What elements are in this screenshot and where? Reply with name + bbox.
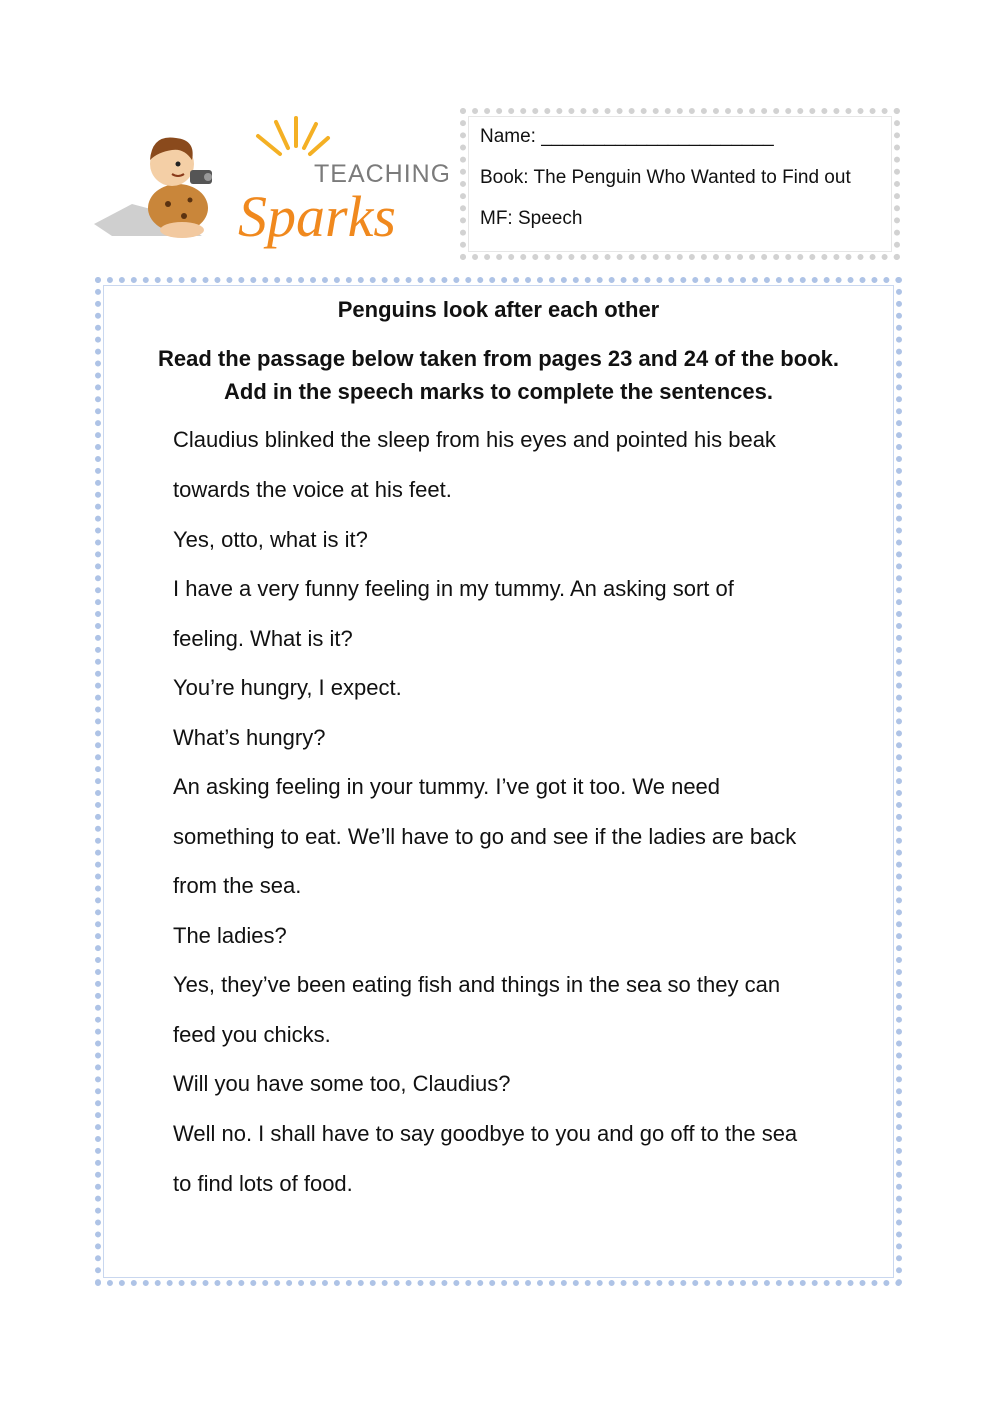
caveman-with-camera-icon <box>92 112 448 252</box>
passage-line: something to eat. We’ll have to go and see if the ladies are back <box>173 824 797 849</box>
passage-line: Claudius blinked the sleep from his eyes and pointed his beak <box>173 427 776 452</box>
passage-line: What’s hungry? <box>173 725 326 750</box>
passage-line: Will you have some too, Claudius? <box>173 1071 511 1096</box>
passage-line: from the sea. <box>173 873 302 898</box>
passage-line: feed you chicks. <box>173 1022 331 1047</box>
passage-line: to find lots of food. <box>173 1171 353 1196</box>
mf-label: MF: Speech <box>480 208 583 229</box>
teaching-sparks-logo <box>92 112 448 252</box>
student-info-box <box>460 108 900 260</box>
passage-line: An asking feeling in your tummy. I’ve got it too. We need <box>173 774 721 799</box>
passage-line: I have a very funny feeling in my tummy. An asking sort of <box>173 576 734 601</box>
logo-word-teaching: TEACHING <box>314 160 448 188</box>
worksheet-panel <box>95 277 902 1286</box>
worksheet-title: Penguins look after each other <box>337 297 660 322</box>
instruction-line-2: Add in the speech marks to complete the sentences. <box>224 379 773 404</box>
passage-line: Yes, they’ve been eating fish and things in the sea so they can <box>173 972 781 997</box>
passage-line: You’re hungry, I expect. <box>173 675 402 700</box>
name-field[interactable]: Name: ______________________ <box>480 126 774 147</box>
passage-line: feeling. What is it? <box>173 626 353 651</box>
passage-line: The ladies? <box>173 923 287 948</box>
logo-word-sparks: Sparks <box>238 184 396 249</box>
passage-line: Well no. I shall have to say goodbye to you and go off to the sea <box>173 1121 798 1146</box>
passage-line: towards the voice at his feet. <box>173 477 452 502</box>
passage-line: Yes, otto, what is it? <box>173 527 368 552</box>
book-label: Book: The Penguin Who Wanted to Find out <box>480 167 851 188</box>
instruction-line-1: Read the passage below taken from pages 23 and 24 of the book. <box>158 346 839 371</box>
